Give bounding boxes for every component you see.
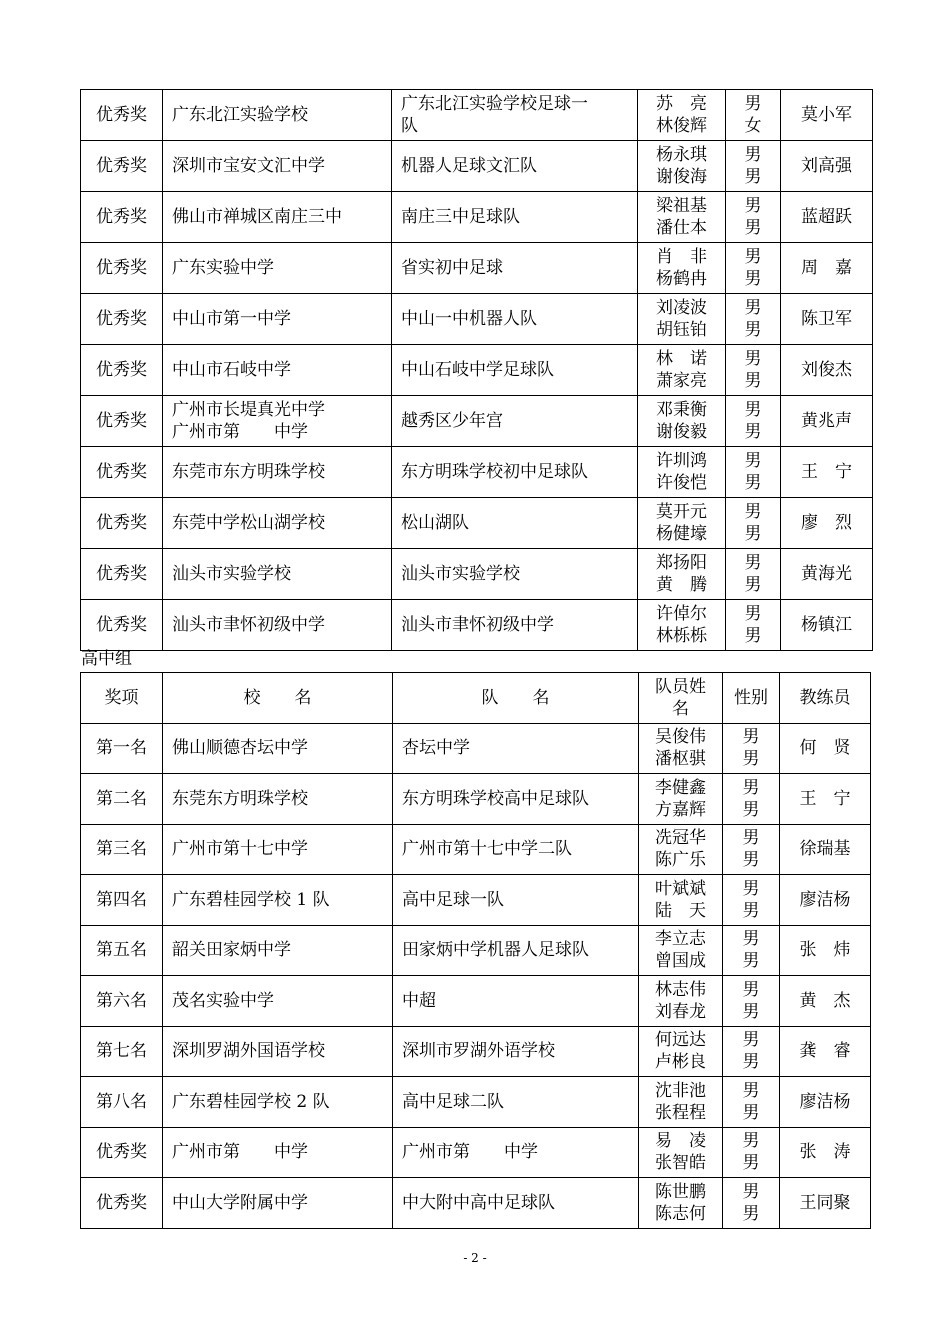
team-cell: [393, 976, 639, 1027]
coach-cell: 廖洁杨: [780, 875, 871, 926]
member-name: 莫开元: [656, 502, 707, 522]
school-cell: [163, 396, 392, 447]
award-cell: 第七名: [81, 1026, 163, 1077]
member-name: 陈广乐: [655, 850, 706, 871]
team-cell: [392, 600, 638, 651]
team-cell: [392, 141, 638, 192]
members-cell: [638, 90, 726, 141]
team-cell: [393, 723, 639, 774]
member-gender: 男: [742, 1102, 760, 1123]
member-gender: 男: [744, 524, 762, 544]
members-cell: [639, 824, 723, 875]
members-cell: [638, 447, 726, 498]
school-name-line: 广东实验中学: [172, 258, 274, 278]
school-name-line: 东莞市东方明珠学校: [172, 462, 325, 482]
member-name: 邓秉衡: [656, 400, 707, 420]
member-gender: 男: [744, 422, 762, 442]
header-members-line: 队员姓: [655, 676, 706, 697]
table-row: [81, 925, 871, 976]
header-members-line: 名: [672, 698, 689, 719]
member-name: 许倬尔: [656, 604, 707, 624]
award-cell: 优秀奖: [81, 447, 163, 498]
member-name: 陈世鹏: [655, 1181, 706, 1202]
table-row: [81, 976, 871, 1027]
coach-cell: 莫小军: [781, 90, 873, 141]
award-cell: 第八名: [81, 1077, 163, 1128]
member-gender: 男: [742, 1052, 760, 1073]
award-cell: 第三名: [81, 824, 163, 875]
table-row: [81, 447, 873, 498]
member-gender: 男: [744, 298, 762, 318]
member-name: 张程程: [655, 1102, 706, 1123]
member-gender: 男: [742, 777, 760, 798]
members-cell: [638, 549, 726, 600]
coach-cell: 王 宁: [781, 447, 873, 498]
award-cell: 第二名: [81, 774, 163, 825]
award-cell: 优秀奖: [81, 549, 163, 600]
school-cell: [163, 723, 393, 774]
gender-cell: [723, 774, 780, 825]
gender-cell: [723, 925, 780, 976]
member-name: 冼冠华: [655, 828, 706, 849]
award-cell: 第四名: [81, 875, 163, 926]
school-cell: [163, 976, 393, 1027]
member-gender: 男: [744, 196, 762, 216]
school-name-line: 广东碧桂园学校 1 队: [172, 889, 330, 910]
table-row: [81, 90, 873, 141]
members-cell: [639, 875, 723, 926]
award-cell: 优秀奖: [81, 1178, 163, 1229]
gender-cell: [726, 345, 781, 396]
member-name: 卢彬良: [655, 1052, 706, 1073]
award-cell: 优秀奖: [81, 294, 163, 345]
coach-cell: 王同聚: [780, 1178, 871, 1229]
coach-cell: 黄兆声: [781, 396, 873, 447]
school-cell: [163, 498, 392, 549]
member-name: 许圳鸿: [656, 451, 707, 471]
gender-cell: [726, 192, 781, 243]
member-name: 许俊恺: [656, 473, 707, 493]
member-gender: 男: [742, 850, 760, 871]
team-name-line: 汕头市实验学校: [401, 564, 520, 584]
member-name: 林栎栎: [656, 626, 707, 646]
member-gender: 男: [744, 400, 762, 420]
member-name: 李立志: [655, 929, 706, 950]
table-row: [81, 498, 873, 549]
member-name: 黄 腾: [656, 575, 707, 595]
school-cell: [163, 824, 393, 875]
member-name: 梁祖基: [656, 196, 707, 216]
gender-cell: [726, 447, 781, 498]
gender-cell: [726, 498, 781, 549]
school-name-line: 中山市第一中学: [172, 309, 291, 329]
school-cell: [163, 345, 392, 396]
table-row: [81, 600, 873, 651]
team-name-line: 省实初中足球: [401, 258, 503, 278]
table-row: [81, 549, 873, 600]
header-coach: 教练员: [780, 673, 871, 724]
coach-cell: 张 炜: [780, 925, 871, 976]
table-row: [81, 396, 873, 447]
coach-cell: 刘高强: [781, 141, 873, 192]
gender-cell: [726, 141, 781, 192]
school-name-line: 汕头市实验学校: [172, 564, 291, 584]
gender-cell: [723, 1178, 780, 1229]
award-cell: 优秀奖: [81, 345, 163, 396]
team-cell: [393, 925, 639, 976]
member-gender: 男: [742, 1181, 760, 1202]
table-row: [81, 774, 871, 825]
team-cell: [392, 294, 638, 345]
gender-cell: [723, 875, 780, 926]
award-cell: 第六名: [81, 976, 163, 1027]
members-cell: [638, 396, 726, 447]
team-name-line: 高中足球一队: [402, 889, 504, 910]
team-name-line: 深圳市罗湖外语学校: [402, 1041, 555, 1062]
members-cell: [639, 1026, 723, 1077]
team-name-line: 越秀区少年宫: [401, 411, 503, 431]
school-cell: [163, 141, 392, 192]
table-row: [81, 345, 873, 396]
table-row: [81, 192, 873, 243]
member-gender: 男: [744, 349, 762, 369]
coach-cell: 何 贤: [780, 723, 871, 774]
team-name-line: 广东北江实验学校足球一: [401, 94, 588, 114]
coach-cell: 黄海光: [781, 549, 873, 600]
header-members: [639, 673, 723, 724]
members-cell: [638, 192, 726, 243]
gender-cell: [726, 243, 781, 294]
award-cell: 第一名: [81, 723, 163, 774]
member-gender: 男: [742, 1203, 760, 1224]
school-cell: [163, 875, 393, 926]
award-cell: 优秀奖: [81, 396, 163, 447]
team-name-line: 汕头市聿怀初级中学: [401, 615, 554, 635]
member-name: 叶斌斌: [655, 878, 706, 899]
school-name-line: 东莞中学松山湖学校: [172, 513, 325, 533]
coach-cell: 廖洁杨: [780, 1077, 871, 1128]
team-cell: [393, 1077, 639, 1128]
members-cell: [639, 1127, 723, 1178]
member-gender: 男: [742, 1030, 760, 1051]
member-name: 何远达: [655, 1030, 706, 1051]
members-cell: [639, 1178, 723, 1229]
coach-cell: 黄 杰: [780, 976, 871, 1027]
member-name: 林俊辉: [656, 116, 707, 136]
coach-cell: 龚 睿: [780, 1026, 871, 1077]
table-row: [81, 875, 871, 926]
school-name-line: 中山市石岐中学: [172, 360, 291, 380]
school-cell: [163, 1127, 393, 1178]
member-name: 李健鑫: [655, 777, 706, 798]
school-name-line: 佛山顺德杏坛中学: [172, 738, 308, 759]
gender-cell: [723, 1077, 780, 1128]
school-name-line: 广州市第十七中学: [172, 839, 308, 860]
member-name: 郑扬阳: [656, 553, 707, 573]
member-name: 方嘉辉: [655, 799, 706, 820]
table-row: [81, 1026, 871, 1077]
school-cell: [163, 447, 392, 498]
school-cell: [163, 925, 393, 976]
award-cell: 优秀奖: [81, 1127, 163, 1178]
school-name-line: 广州市长堤真光中学: [172, 400, 325, 420]
gender-cell: [726, 90, 781, 141]
members-cell: [638, 141, 726, 192]
member-name: 陈志何: [655, 1203, 706, 1224]
gender-cell: [723, 1127, 780, 1178]
team-name-line: 松山湖队: [401, 513, 469, 533]
member-name: 沈非池: [655, 1080, 706, 1101]
junior-results-body: [81, 90, 873, 651]
team-name-line: 东方明珠学校初中足球队: [401, 462, 588, 482]
team-name-line: 杏坛中学: [402, 738, 470, 759]
team-name-line: 中山一中机器人队: [401, 309, 537, 329]
member-gender: 男: [742, 727, 760, 748]
member-name: 潘仕本: [656, 218, 707, 238]
award-cell: 优秀奖: [81, 141, 163, 192]
member-gender: 男: [744, 626, 762, 646]
members-cell: [639, 774, 723, 825]
coach-cell: 廖 烈: [781, 498, 873, 549]
member-name: 林 诺: [656, 349, 707, 369]
team-name-line: 中超: [402, 990, 436, 1011]
member-name: 杨健壕: [656, 524, 707, 544]
member-gender: 男: [744, 269, 762, 289]
member-gender: 男: [744, 218, 762, 238]
team-name-line: 机器人足球文汇队: [401, 156, 537, 176]
award-cell: 优秀奖: [81, 243, 163, 294]
member-gender: 男: [742, 929, 760, 950]
school-name-line: 茂名实验中学: [172, 990, 274, 1011]
member-gender: 男: [744, 502, 762, 522]
member-gender: 男: [744, 451, 762, 471]
member-name: 张智皓: [655, 1153, 706, 1174]
members-cell: [639, 925, 723, 976]
team-cell: [393, 824, 639, 875]
header-award: 奖项: [81, 673, 163, 724]
member-gender: 男: [742, 1001, 760, 1022]
member-gender: 男: [742, 878, 760, 899]
gender-cell: [726, 294, 781, 345]
school-cell: [163, 1026, 393, 1077]
team-name-line: 中大附中高中足球队: [402, 1192, 555, 1213]
school-name-line: 深圳罗湖外国语学校: [172, 1041, 325, 1062]
gender-cell: [723, 723, 780, 774]
member-gender: 男: [742, 749, 760, 770]
junior-results-table: [80, 89, 873, 651]
school-name-line: 汕头市聿怀初级中学: [172, 615, 325, 635]
gender-cell: [723, 824, 780, 875]
table-row: [81, 1127, 871, 1178]
member-gender: 女: [744, 116, 762, 136]
member-gender: 男: [744, 145, 762, 165]
school-cell: [163, 1178, 393, 1229]
coach-cell: 徐瑞基: [780, 824, 871, 875]
school-name-line: 广州市第 中学: [172, 1142, 308, 1163]
page-number: - 2 -: [463, 1251, 487, 1265]
coach-cell: 蓝超跃: [781, 192, 873, 243]
award-cell: 优秀奖: [81, 600, 163, 651]
school-cell: [163, 90, 392, 141]
member-gender: 男: [742, 1080, 760, 1101]
member-name: 陆 天: [655, 900, 706, 921]
school-cell: [163, 1077, 393, 1128]
member-name: 潘枢骐: [655, 749, 706, 770]
member-name: 林志伟: [655, 979, 706, 1000]
school-cell: [163, 600, 392, 651]
team-cell: [393, 774, 639, 825]
table-header-row: [81, 673, 871, 724]
member-name: 杨鹤冉: [656, 269, 707, 289]
member-gender: 男: [742, 979, 760, 1000]
team-name-line: 田家炳中学机器人足球队: [402, 940, 589, 961]
team-name-line: 广州市第 中学: [402, 1142, 538, 1163]
members-cell: [638, 498, 726, 549]
school-name-line: 佛山市禅城区南庄三中: [172, 207, 342, 227]
gender-cell: [726, 600, 781, 651]
member-gender: 男: [742, 951, 760, 972]
table-row: [81, 294, 873, 345]
gender-cell: [726, 396, 781, 447]
coach-cell: 陈卫军: [781, 294, 873, 345]
school-name-line: 中山大学附属中学: [172, 1192, 308, 1213]
team-cell: [392, 549, 638, 600]
award-cell: 优秀奖: [81, 90, 163, 141]
table-row: [81, 723, 871, 774]
team-name-line: 队: [401, 116, 418, 136]
team-cell: [392, 90, 638, 141]
team-cell: [393, 875, 639, 926]
school-name-line: 广东碧桂园学校 2 队: [172, 1091, 330, 1112]
school-name-line: 广东北江实验学校: [172, 105, 308, 125]
member-gender: 男: [744, 167, 762, 187]
members-cell: [638, 294, 726, 345]
members-cell: [639, 723, 723, 774]
member-gender: 男: [744, 94, 762, 114]
senior-results-body: [81, 673, 871, 1229]
senior-results-table: [80, 672, 871, 1229]
team-name-line: 中山石岐中学足球队: [401, 360, 554, 380]
header-team: 队 名: [393, 673, 639, 724]
award-cell: 优秀奖: [81, 192, 163, 243]
table-row: [81, 141, 873, 192]
team-cell: [392, 396, 638, 447]
coach-cell: 张 涛: [780, 1127, 871, 1178]
member-gender: 男: [742, 900, 760, 921]
member-name: 吴俊伟: [655, 727, 706, 748]
member-name: 胡钰铂: [656, 320, 707, 340]
member-gender: 男: [744, 575, 762, 595]
members-cell: [638, 600, 726, 651]
member-name: 曾国成: [655, 951, 706, 972]
school-cell: [163, 192, 392, 243]
table-row: [81, 1178, 871, 1229]
header-school: 校 名: [163, 673, 393, 724]
coach-cell: 刘俊杰: [781, 345, 873, 396]
team-name-line: 高中足球二队: [402, 1091, 504, 1112]
team-cell: [392, 243, 638, 294]
coach-cell: 杨镇江: [781, 600, 873, 651]
school-cell: [163, 774, 393, 825]
table-row: [81, 243, 873, 294]
school-cell: [163, 294, 392, 345]
award-cell: 第五名: [81, 925, 163, 976]
member-gender: 男: [742, 1153, 760, 1174]
team-cell: [392, 447, 638, 498]
school-name-line: 深圳市宝安文汇中学: [172, 156, 325, 176]
team-cell: [393, 1127, 639, 1178]
school-name-line: 东莞东方明珠学校: [172, 788, 308, 809]
table-row: [81, 1077, 871, 1128]
member-gender: 男: [742, 1131, 760, 1152]
gender-cell: [723, 976, 780, 1027]
members-cell: [638, 345, 726, 396]
section-label-senior: 高中组: [81, 649, 132, 669]
team-name-line: 南庄三中足球队: [401, 207, 520, 227]
member-name: 刘凌波: [656, 298, 707, 318]
members-cell: [639, 976, 723, 1027]
gender-cell: [723, 1026, 780, 1077]
award-cell: 优秀奖: [81, 498, 163, 549]
school-name-line: 韶关田家炳中学: [172, 940, 291, 961]
members-cell: [638, 243, 726, 294]
school-name-line: 广州市第 中学: [172, 422, 308, 442]
team-cell: [392, 192, 638, 243]
member-gender: 男: [744, 473, 762, 493]
member-name: 谢俊毅: [656, 422, 707, 442]
team-name-line: 东方明珠学校高中足球队: [402, 788, 589, 809]
school-cell: [163, 549, 392, 600]
member-name: 谢俊海: [656, 167, 707, 187]
gender-cell: [726, 549, 781, 600]
member-gender: 男: [742, 828, 760, 849]
coach-cell: 王 宁: [780, 774, 871, 825]
member-name: 易 凌: [655, 1131, 706, 1152]
coach-cell: 周 嘉: [781, 243, 873, 294]
member-name: 刘春龙: [655, 1001, 706, 1022]
team-cell: [393, 1026, 639, 1077]
member-gender: 男: [744, 320, 762, 340]
member-gender: 男: [742, 799, 760, 820]
team-name-line: 广州市第十七中学二队: [402, 839, 572, 860]
member-gender: 男: [744, 371, 762, 391]
team-cell: [393, 1178, 639, 1229]
member-name: 杨永琪: [656, 145, 707, 165]
members-cell: [639, 1077, 723, 1128]
team-cell: [392, 498, 638, 549]
table-row: [81, 824, 871, 875]
school-cell: [163, 243, 392, 294]
member-gender: 男: [744, 604, 762, 624]
member-name: 苏 亮: [656, 94, 707, 114]
member-gender: 男: [744, 247, 762, 267]
header-gender: 性别: [723, 673, 780, 724]
member-name: 肖 非: [656, 247, 707, 267]
team-cell: [392, 345, 638, 396]
member-gender: 男: [744, 553, 762, 573]
member-name: 萧家亮: [656, 371, 707, 391]
